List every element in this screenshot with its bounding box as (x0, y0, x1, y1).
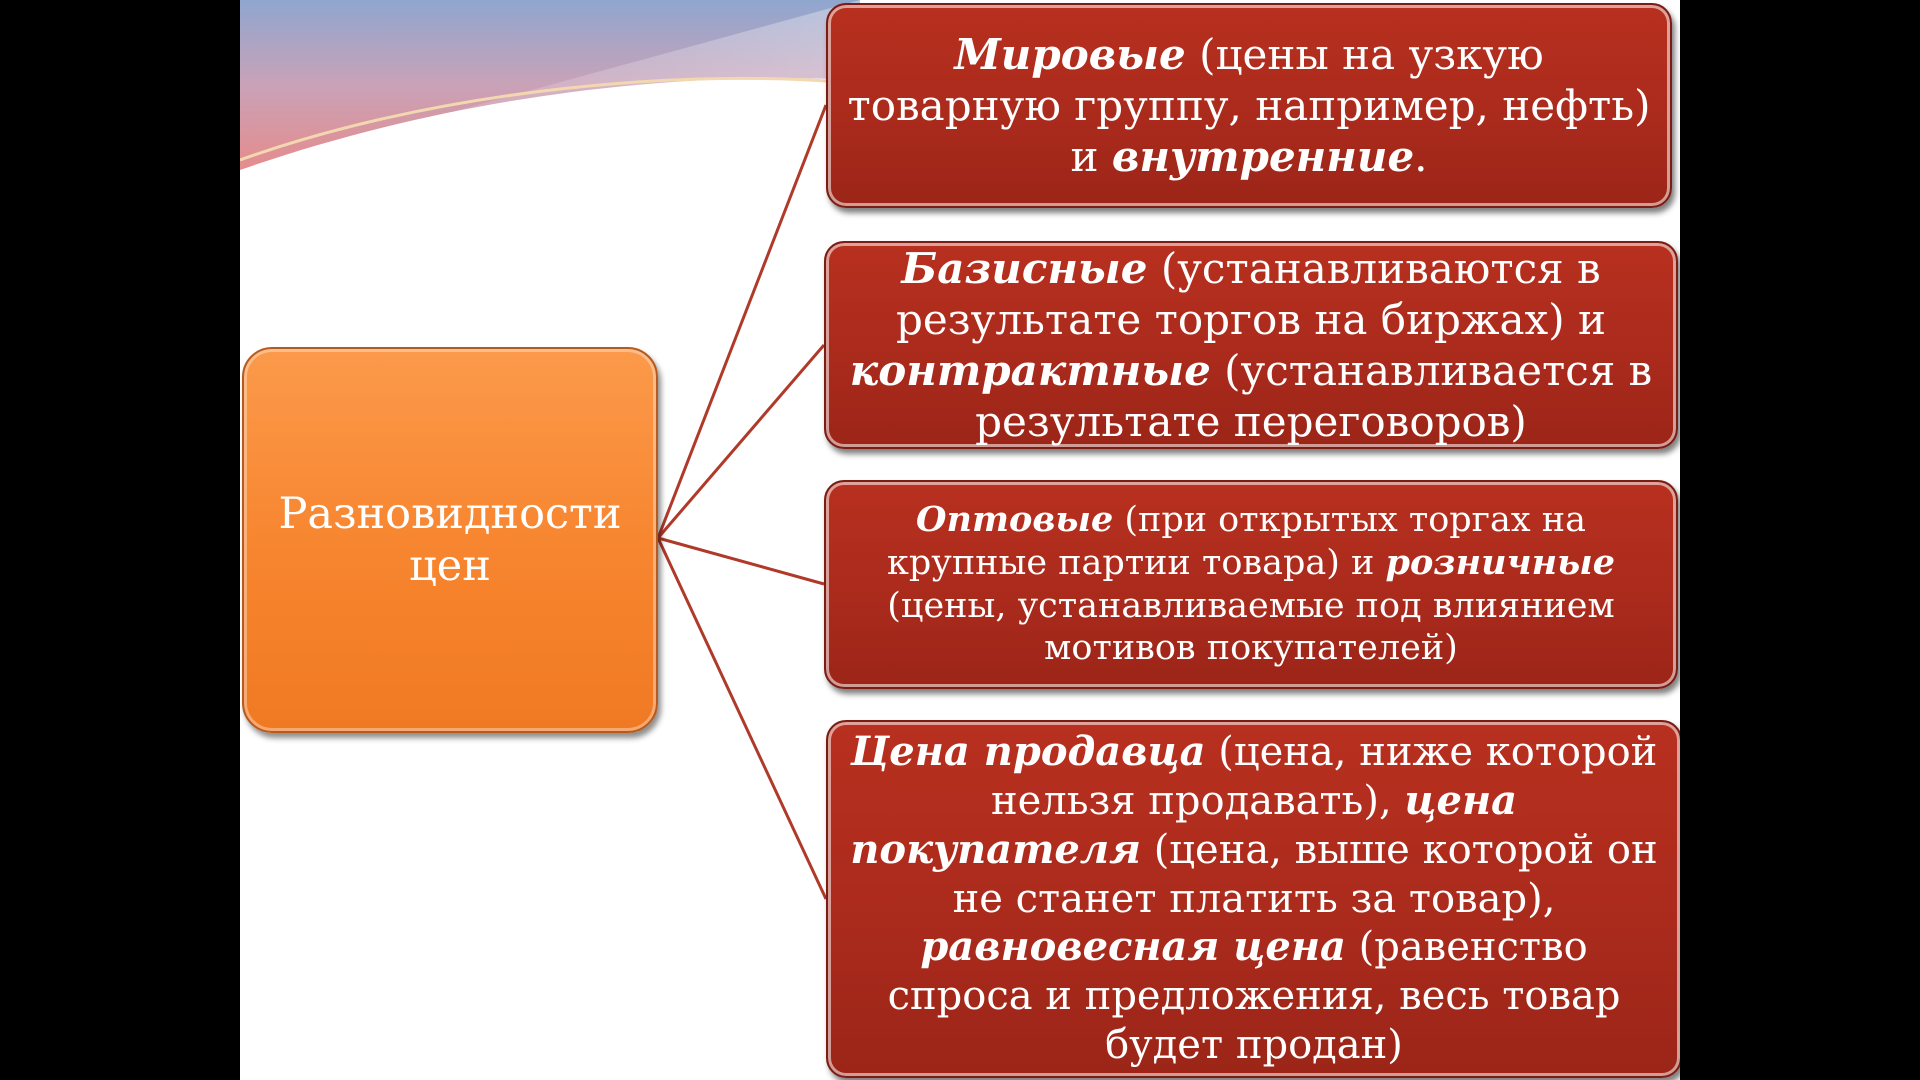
term: Базисные (901, 243, 1148, 293)
connector-line (658, 538, 826, 899)
term: Цена продавца (850, 728, 1206, 776)
category-text (842, 728, 1666, 1070)
description: (устанавливаются в результате торгов на биржах) и (896, 243, 1606, 344)
category-node-wholesale-retail (824, 480, 1678, 689)
term: равновесная цена (920, 923, 1346, 971)
connector-line (658, 105, 826, 538)
slide (240, 0, 1680, 1080)
description: (цены, устанавливаемые под влиянием мотивов покупателей) (887, 585, 1615, 669)
category-text (840, 243, 1662, 448)
category-node-seller-buyer-equilibrium (826, 720, 1680, 1078)
connector-line (658, 345, 824, 538)
description: (цена, выше которой он не станет платить за товар), (952, 826, 1658, 922)
description: (цены на узкую товарную группу, например, нефть) и (847, 29, 1651, 182)
term: контрактные (849, 346, 1211, 395)
term: цена покупателя (850, 777, 1518, 873)
description: (цена, ниже которой нельзя продавать), (990, 729, 1658, 824)
category-node-basic-contract (824, 241, 1678, 449)
term: розничные (1385, 541, 1616, 583)
center-node-title: Разновидности (278, 488, 622, 539)
description: (при открытых торгах на крупные партии товара) и (886, 500, 1586, 583)
category-text (842, 29, 1656, 183)
category-node-world-domestic (826, 3, 1672, 208)
center-node-subtitle: цен (409, 541, 491, 591)
term: внутренние (1111, 132, 1415, 182)
description: (устанавливается в результате переговоров) (975, 346, 1653, 447)
description: (равенство спроса и предложения, весь товар будет продан) (887, 924, 1621, 1068)
term: Оптовые (916, 499, 1114, 541)
category-text (840, 499, 1662, 670)
description: . (1414, 132, 1428, 182)
term: Мировые (954, 29, 1186, 79)
center-node (242, 347, 658, 733)
connector-line (658, 538, 824, 584)
